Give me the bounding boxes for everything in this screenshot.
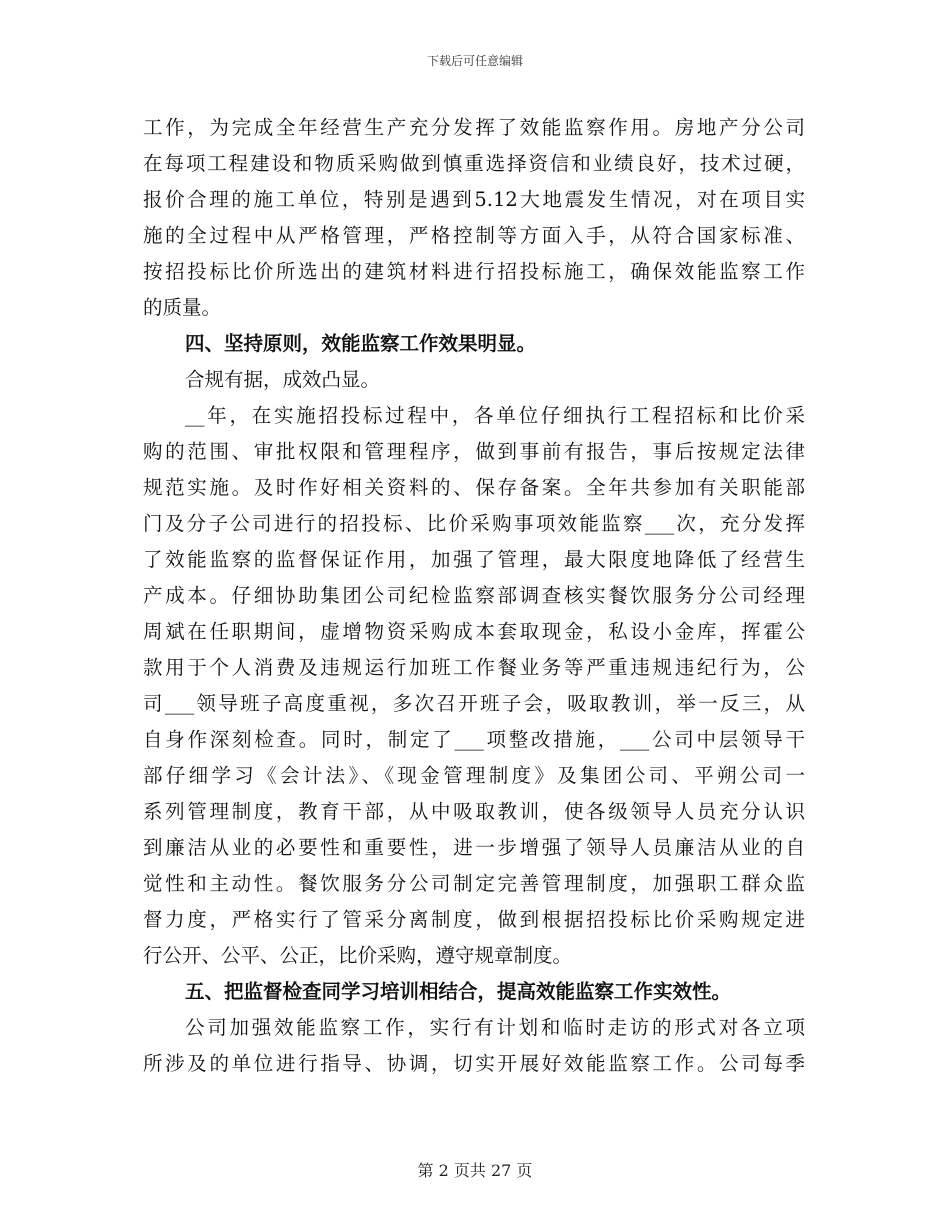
body-text-line: 司___领导班子高度重视，多次召开班子会，吸取教训，举一反三，从 — [143, 692, 805, 715]
body-text-line: 产成本。仔细协助集团公司纪检监察部调查核实餐饮服务分公司经理 — [143, 584, 805, 607]
body-text-line: 门及分子公司进行的招投标、比价采购事项效能监察___次，充分发挥 — [143, 512, 805, 535]
body-text-line: 的质量。 — [143, 296, 222, 319]
body-text-line: 觉性和主动性。餐饮服务分公司制定完善管理制度，加强职工群众监 — [143, 872, 805, 895]
paragraph-first-line: 公司加强效能监察工作，实行有计划和临时走访的形式对各立项 — [185, 1016, 805, 1039]
body-text-line: 所涉及的单位进行指导、协调，切实开展好效能监察工作。公司每季 — [143, 1052, 805, 1075]
body-text-line: 规范实施。及时作好相关资料的、保存备案。全年共参加有关职能部 — [143, 476, 805, 499]
paragraph-first-line: 合规有据，成效凸显。 — [185, 368, 381, 391]
body-text-line: 了效能监察的监督保证作用，加强了管理，最大限度地降低了经营生 — [143, 548, 805, 571]
body-text-line: 周斌在任职期间，虚增物资采购成本套取现金，私设小金库，挥霍公 — [143, 620, 805, 643]
body-text-line: 部仔细学习《会计法》、《现金管理制度》及集团公司、平朔公司一 — [143, 764, 805, 787]
page-header: 下载后可任意编辑 — [426, 54, 523, 68]
body-text-line: 按招投标比价所选出的建筑材料进行招投标施工，确保效能监察工作 — [143, 260, 805, 283]
body-text-line: 报价合理的施工单位，特别是遇到5.12大地震发生情况，对在项目实 — [143, 188, 805, 211]
body-text-line: 施的全过程中从严格管理，严格控制等方面入手，从符合国家标准、 — [143, 224, 805, 247]
document-body — [143, 110, 805, 1082]
body-text-line: 系列管理制度，教育干部，从中吸取教训，使各级领导人员充分认识 — [143, 800, 805, 823]
body-text-line: 自身作深刻检查。同时，制定了___项整改措施，___公司中层领导干 — [143, 728, 805, 751]
body-text-line: 工作，为完成全年经营生产充分发挥了效能监察作用。房地产分公司 — [143, 116, 805, 139]
body-text-line: 购的范围、审批权限和管理程序，做到事前有报告，事后按规定法律 — [143, 440, 805, 463]
section-heading: 五、把监督检查同学习培训相结合，提高效能监察工作实效性。 — [185, 980, 732, 1003]
page-footer: 第 2 页共 27 页 — [417, 1161, 533, 1180]
body-text-line: 督力度，严格实行了管采分离制度，做到根据招投标比价采购规定进 — [143, 908, 805, 931]
body-text-line: 行公开、公平、公正，比价采购，遵守规章制度。 — [143, 944, 573, 967]
paragraph-first-line: __年，在实施招投标过程中，各单位仔细执行工程招标和比价采 — [185, 404, 805, 427]
body-text-line: 在每项工程建设和物质采购做到慎重选择资信和业绩良好，技术过硬， — [143, 152, 805, 175]
body-text-line: 到廉洁从业的必要性和重要性，进一步增强了领导人员廉洁从业的自 — [143, 836, 805, 859]
body-text-line: 款用于个人消费及违规运行加班工作餐业务等严重违规违纪行为，公 — [143, 656, 805, 679]
section-heading: 四、坚持原则，效能监察工作效果明显。 — [185, 332, 537, 355]
